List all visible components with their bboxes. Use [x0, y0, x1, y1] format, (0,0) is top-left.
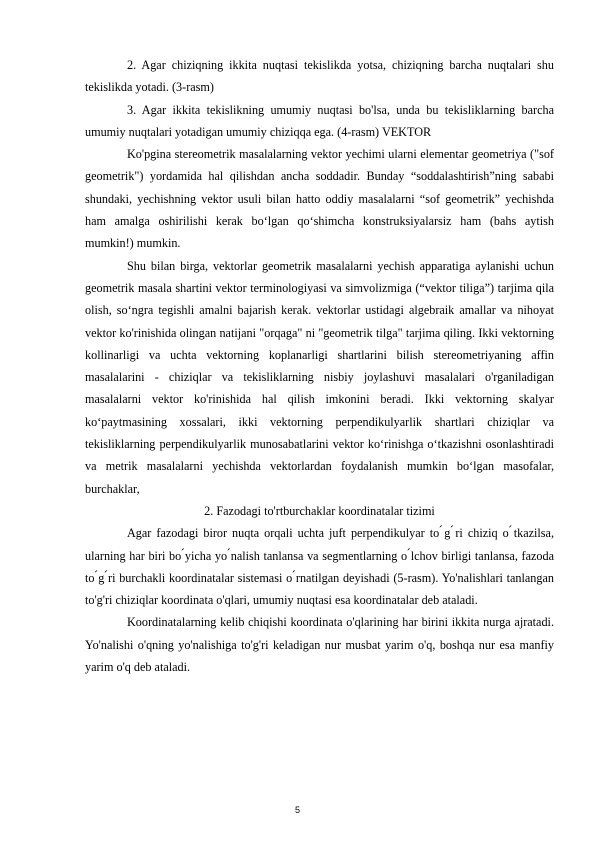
paragraph-4: Shu bilan birga, vektorlar geometrik masalalarni yechish apparatiga aylanishi uchun geometrik masala shartini vektor terminologiyasi va simvolizmiga (“vektor tiliga”) tarjima qila olish, so‘ngra tegishli amalni bajarish kerak. vektorlar ustidagi algebraik amallar va nihoyat vektor ko'rinishida olingan natijani "orqaga" ni "geometrik tilga" tarjima qiling. Ikki vektorning kollinarligi va uchta vektorning koplanarligi shartlarini bilish stereometriyaning affin masalalarini - chiziqlar va tekisliklarning nisbiy joylashuvi masalalari o'rganiladigan masalalarni vektor ko'rinishida hal qilish imkonini beradi. Ikki vektorning skalyar ko‘paytmasining xossalari, ikki vektorning perpendikulyarlik shartlari chiziqlar va tekisliklarning perpendikulyarlik munosabatlarini vektor ko‘rinishga o‘tkazishni osonlashtiradi va metrik masalalarni yechishda vektorlardan foydalanish mumkin bo‘lgan masofalar, burchaklar, — [85, 258, 554, 496]
page-number: 5 — [294, 805, 300, 815]
paragraph-5: Agar fazodagi biror nuqta orqali uchta juft perpendikulyar to ́g ́ri chiziq o ́tkazilsa, ularning har biri bo ́yicha yo ́nalish tanlansa va segmentlarning o ́lchov birligi tanlansa, fazoda to ́g ́ri burchakli koordinatalar sistemasi o ́rnatilgan deyishadi (5-rasm). Yo'nalishlari tanlangan to'g'ri chiziqlar koordinata o'qlari, umumiy nuqtasi esa koordinatalar deb ataladi. — [85, 526, 554, 608]
paragraph-6: Koordinatalarning kelib chiqishi koordinata o'qlarining har birini ikkita nurga ajratadi. Yo'nalishi o'qning yo'nalishiga to'g'ri keladigan nur musbat yarim o'q, boshqa nur esa manfiy yarim o'q deb ataladi. — [85, 615, 554, 675]
paragraph-1: 2. Agar chiziqning ikkita nuqtasi tekislikda yotsa, chiziqning barcha nuqtalari shu tekislikda yotadi. (3-rasm) — [85, 58, 554, 95]
paragraph-2: 3. Agar ikkita tekislikning umumiy nuqtasi bo'lsa, unda bu tekisliklarning barcha umumiy nuqtalari yotadigan umumiy chiziqqa ega. (4-rasm) VEKTOR — [85, 102, 554, 139]
document-body — [85, 54, 554, 678]
section-heading: 2. Fazodagi to'rtburchaklar koordinatalar tizimi — [204, 503, 435, 518]
paragraph-3: Ko'pgina stereometrik masalalarning vektor yechimi ularni elementar geometriya ("sof geometrik") yordamida hal qilishdan ancha soddadir. Bunday “soddalashtirish”ning sababi shundaki, yechishning vektor usuli bilan hatto oddiy masalalarni “sof geometrik” yechishda ham amalga oshirilishi kerak bo‘lgan qo‘shimcha konstruksiyalarsiz ham (bahs aytish mumkin!) mumkin. — [85, 147, 554, 251]
